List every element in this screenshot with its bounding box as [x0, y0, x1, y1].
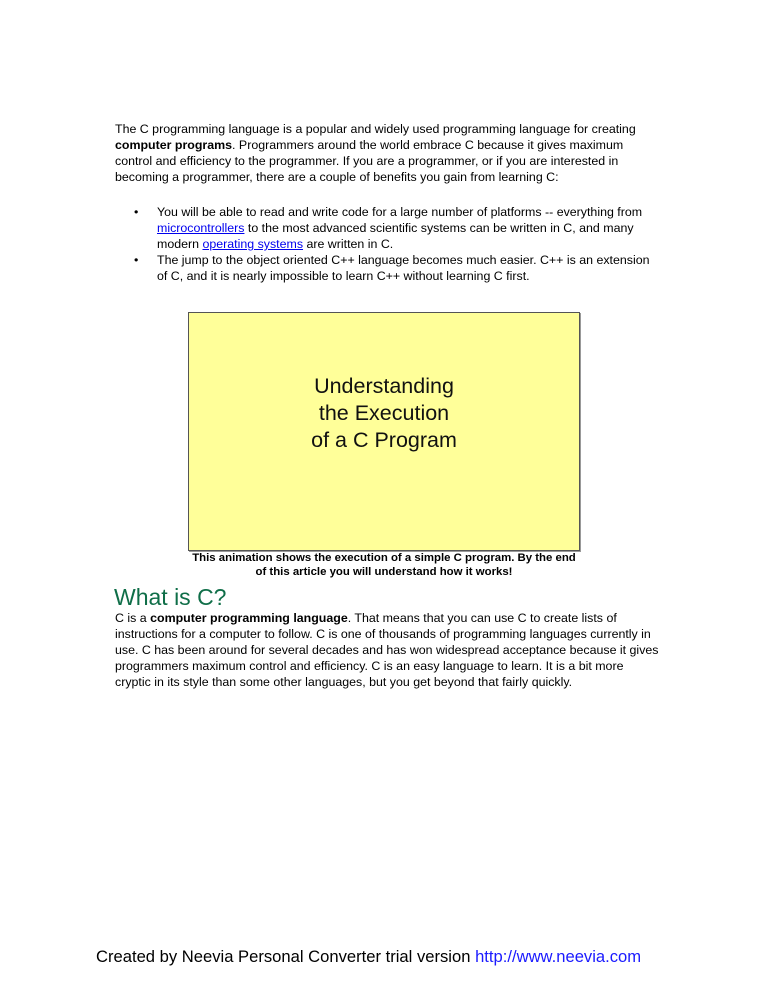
footer-url[interactable]: http://www.neevia.com — [475, 947, 642, 966]
footer-text: Created by Neevia Personal Converter trial version — [96, 947, 476, 966]
section-bold-term: computer programming language — [150, 611, 348, 625]
bullet-icon: • — [134, 253, 139, 267]
intro-text-1: The C programming language is a popular and widely used programming language for creating — [115, 122, 636, 136]
bullet-icon: • — [134, 205, 139, 219]
list-item — [115, 252, 660, 284]
bullet-1-text-3: are written in C. — [303, 237, 394, 251]
bullet-1-text-1: You will be able to read and write code for a large number of platforms -- everything from — [157, 205, 643, 219]
bullet-1-text-2: to the most advanced scientific systems can be written in C, and many modern — [157, 221, 634, 251]
intro-bold-term: computer programs — [115, 138, 233, 152]
benefits-list — [115, 204, 660, 284]
figure-title-line-3: of a C Program — [311, 428, 457, 452]
figure-title — [189, 373, 579, 454]
figure-title-line-1: Understanding — [314, 374, 454, 398]
figure-caption: This animation shows the execution of a simple C program. By the end of this article you will understand how it works! — [192, 552, 576, 578]
section-text-2: . That means that you can use C to create lists of instructions for a computer to follow. C is one of thousands of programming languages currently in use. C has been around for several decades and has won widespread acceptance because it gives programmers maximum control and efficiency. C is an easy language to learn. It is a bit more cryptic in its style than some other languages, but you get beyond that fairly quickly. — [115, 611, 659, 689]
microcontrollers-link[interactable]: microcontrollers — [157, 221, 245, 235]
section-text-1: C is a — [115, 611, 151, 625]
figure-title-line-2: the Execution — [318, 401, 450, 425]
intro-paragraph — [115, 121, 655, 185]
section-heading: What is C? — [114, 584, 227, 610]
bullet-2-text: The jump to the object oriented C++ language becomes much easier. C++ is an extension of C, and it is nearly impossible to learn C++ without learning C first. — [157, 253, 650, 283]
operating-systems-link[interactable]: operating systems — [202, 237, 304, 251]
section-paragraph — [115, 610, 660, 690]
animation-figure[interactable] — [188, 312, 580, 551]
list-item — [115, 204, 660, 252]
intro-text-2: . Programmers around the world embrace C because it gives maximum control and efficiency to the programmer. If you are a programmer, or if you are interested in becoming a programmer, there are a couple of benefits you gain from learning C: — [115, 138, 624, 184]
converter-footer — [96, 947, 641, 967]
